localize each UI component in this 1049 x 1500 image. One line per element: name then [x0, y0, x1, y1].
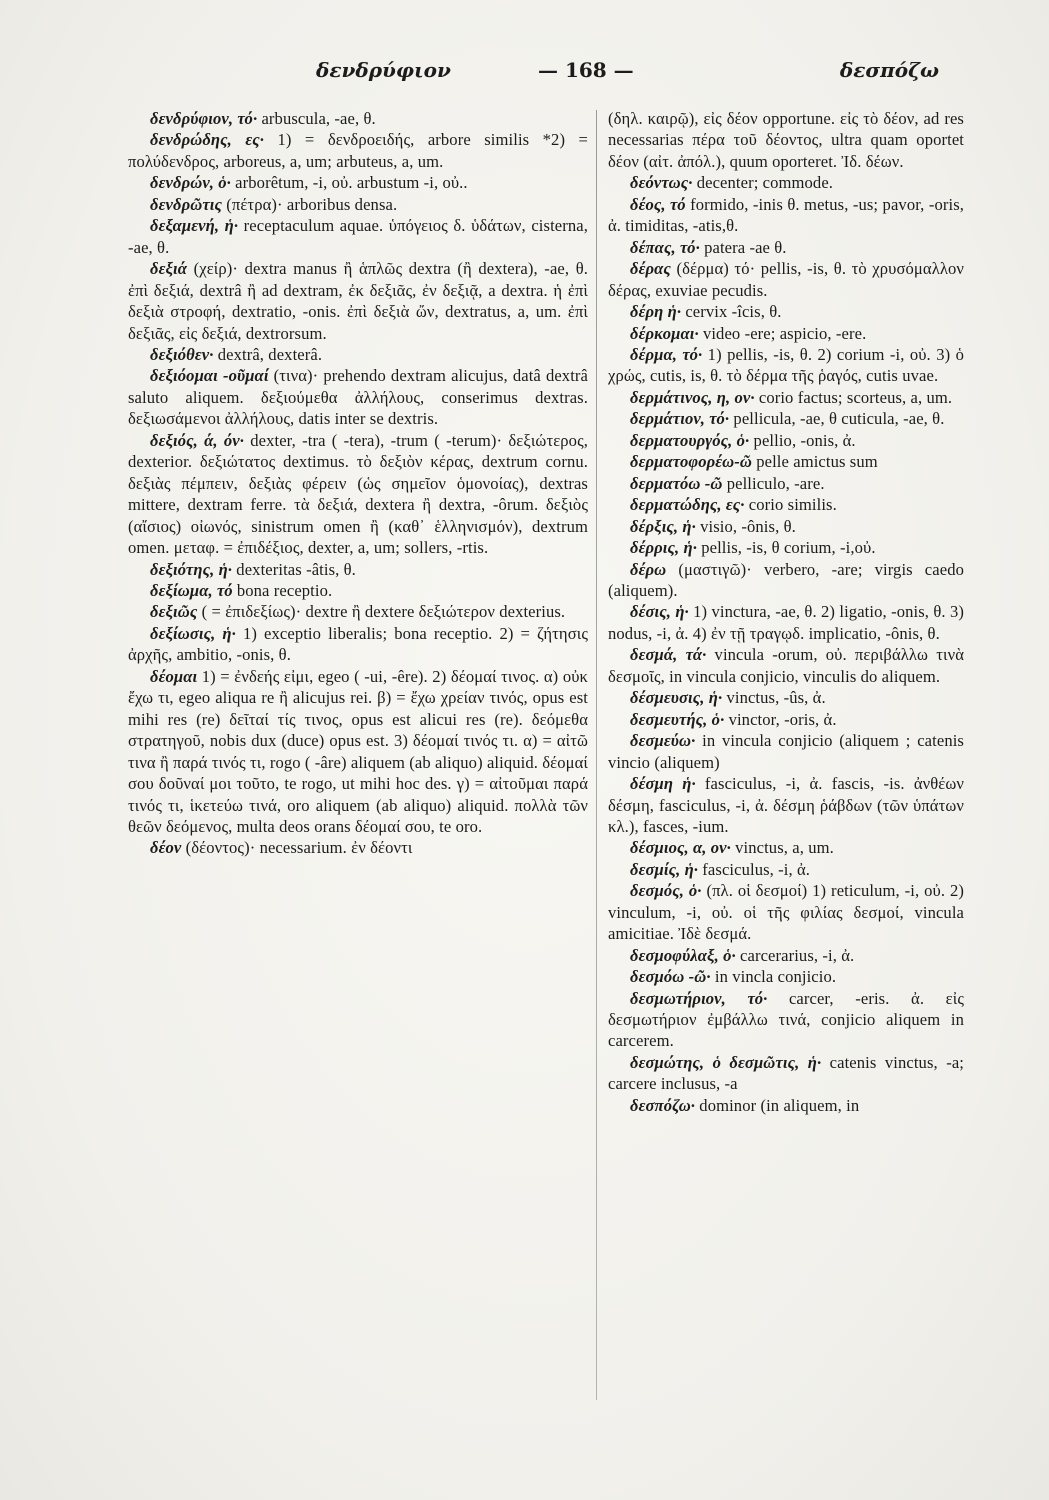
entry-definition: patera -ae θ.	[699, 237, 787, 257]
entry-definition: 1) exceptio liberalis; bona receptio. 2) = ζήτησις ἀρχῆς, ambitio, -onis, θ.	[128, 623, 588, 665]
entry-headword: δεσμωτήριον, τό·	[630, 988, 768, 1008]
entry-definition: arbuscula, -ae, θ.	[257, 109, 376, 128]
entry-headword: δεσμοφύλαξ, ὁ·	[630, 945, 736, 965]
dictionary-entry	[608, 387, 964, 408]
right-column	[608, 108, 964, 1116]
entry-definition: pellis, -is, θ corium, -i,οὐ.	[696, 538, 876, 558]
entry-headword: δέσμη ἡ·	[630, 774, 696, 794]
dictionary-entry	[608, 1095, 964, 1116]
entry-definition: corio similis.	[744, 495, 837, 515]
entry-headword: δεξίωσις, ἡ·	[150, 623, 236, 643]
dictionary-entry	[128, 344, 588, 365]
dictionary-entry	[608, 1052, 964, 1095]
dictionary-entry	[608, 516, 964, 537]
dictionary-entry	[128, 129, 588, 172]
entry-definition: 1) = δενδροειδής, arbore similis *2) = πολύδενδρος, arboreus, a, um; arbuteus, a, um.	[128, 130, 588, 171]
entry-definition: (πλ. οἱ δεσμοί) 1) reticulum, -i, οὐ. 2) vinculum, -i, οὐ. οἱ τῆς φιλίας δεσμοί, vincula amicitiae. Ἰδὲ δεσμά.	[608, 881, 965, 944]
entry-definition: pellio, -onis, ἀ.	[749, 430, 856, 450]
dictionary-entry	[608, 687, 964, 708]
entry-definition: (δηλ. καιρῷ), εἰς δέον opportune. εἰς τὸ δέον, ad res necessarias πέρα τοῦ δέοντος, ultra quam oportet δέον (αἰτ. ἀπόλ.), quum oporteret. Ἰδ. δέων.	[608, 109, 964, 171]
dictionary-entry	[608, 730, 964, 773]
dictionary-entry	[608, 108, 964, 172]
entry-headword: δεσμός, ὁ·	[630, 881, 702, 901]
entry-definition: in vincla conjicio.	[710, 967, 837, 987]
entry-definition: vincula -orum, οὐ. περιβάλλω τινὰ δεσμοῖς, in vincula conjicio, vinculis do aliquem.	[608, 645, 964, 686]
entry-definition: catenis vinctus, -a; carcere inclusus, -a	[608, 1052, 964, 1094]
entry-definition: formido, -inis θ. metus, -us; pavor, -oris, ἀ. timiditas, -atis,θ.	[608, 194, 965, 236]
dictionary-entry	[608, 537, 964, 558]
entry-headword: δέρμα, τό·	[630, 344, 703, 364]
dictionary-entry	[608, 301, 964, 322]
entry-definition: (δέρμα) τό· pellis, -is, θ. τὸ χρυσόμαλλον δέρας, exuviae pecudis.	[608, 259, 964, 300]
entry-headword: δεξιόομαι -οῦμαί	[150, 366, 269, 386]
entry-headword: δέρρις, ἡ·	[630, 538, 697, 558]
entry-headword: δεσμευτής, ὁ·	[630, 709, 725, 729]
entry-headword: δερματόω -ῶ	[630, 473, 723, 493]
dictionary-entry	[128, 837, 588, 858]
entry-headword: δεξιῶς	[150, 602, 198, 622]
dictionary-entry	[608, 988, 964, 1052]
entry-definition: vinctus, -ûs, ἀ.	[722, 688, 826, 708]
dictionary-entry	[608, 408, 964, 429]
entry-headword: δεξιόθεν·	[150, 344, 214, 364]
entry-headword: δερματοφορέω-ῶ	[630, 452, 752, 472]
entry-headword: δέος, τό	[630, 194, 686, 214]
header-left-guide-word: δενδρύφιον	[316, 58, 451, 82]
dictionary-entry	[608, 601, 964, 644]
entry-definition: vinctor, -oris, ἀ.	[724, 709, 837, 729]
dictionary-entry	[608, 194, 964, 237]
entry-headword: δεσπόζω·	[630, 1095, 696, 1115]
entry-headword: δεξιότης, ἡ·	[150, 559, 233, 579]
page-number: — 168 —	[538, 58, 634, 82]
dictionary-entry	[608, 966, 964, 987]
entry-definition: corio factus; scorteus, a, um.	[754, 387, 953, 407]
dictionary-entry	[608, 945, 964, 966]
dictionary-entry	[608, 859, 964, 880]
entry-headword: δενδρών, ὁ·	[150, 173, 231, 193]
entry-definition: bona receptio.	[232, 580, 333, 600]
dictionary-entry	[128, 194, 588, 215]
entry-definition: ( = ἐπιδεξίως)· dextre ἢ dextere δεξιώτερον dexterius.	[197, 602, 566, 622]
entry-headword: δεξαμενή, ἡ·	[150, 216, 239, 236]
dictionary-entry	[608, 494, 964, 515]
entry-headword: δερματουργός, ὁ·	[630, 430, 750, 450]
entry-headword: δερματώδης, ες·	[630, 495, 745, 515]
dictionary-entry	[608, 430, 964, 451]
entry-headword: δερμάτιον, τό·	[630, 409, 730, 429]
entry-definition: arborêtum, -i, οὐ. arbustum -i, οὐ..	[230, 173, 468, 193]
dictionary-entry	[608, 451, 964, 472]
dictionary-entry	[128, 108, 588, 129]
dictionary-entry	[608, 237, 964, 258]
entry-headword: δέρξις, ἡ·	[630, 516, 696, 536]
entry-definition: decenter; commode.	[692, 173, 834, 193]
entry-headword: δεόντως·	[630, 173, 693, 193]
entry-definition: (τινα)· prehendo dextram alicujus, datâ dextrâ saluto aliquem. δεξιούμεθα ἀλλήλους, conserimus dextras. δεξιωσάμενοι ἀλλήλους, datis inter se dextris.	[128, 366, 589, 429]
header-right-guide-word: δεσπόζω	[839, 58, 939, 82]
dictionary-entry	[128, 215, 588, 258]
dictionary-entry	[128, 365, 588, 429]
entry-headword: δεξιά	[150, 259, 188, 279]
entry-headword: δεσμά, τά·	[630, 645, 707, 665]
entry-headword: δεσμώτης, ὁ δεσμῶτις, ἡ·	[630, 1052, 822, 1072]
entry-headword: δέσμευσις, ἡ·	[630, 688, 723, 708]
entry-definition: cervix -îcis, θ.	[681, 302, 782, 322]
dictionary-entry	[608, 473, 964, 494]
entry-headword: δέρω	[630, 559, 667, 579]
dictionary-entry	[608, 773, 964, 837]
entry-headword: δεσμεύω·	[630, 731, 696, 751]
entry-headword: δέσις, ἡ·	[630, 602, 689, 622]
entry-headword: δέσμιος, α, ον·	[630, 838, 731, 858]
entry-definition: dexter, -tra ( -tera), -trum ( -terum)· δεξιώτερος, dexterior. δεξιώτατος dextimus. τὸ δεξιὸν κέρας, dextrum cornu. δεξιὰς πέμπειν, δεξιὰς φέρειν (ὡς σημεῖον ὁμονοίας), dextras mittere, dextram ferre. τὰ δεξιά, dextera ἢ dextra, -ôrum. δεξιὸς (αἴσιος) οἰωνός, sinistrum omen ἢ (καθ᾽ ἑλληνισμόν), dextrum omen. μεταφ. = ἐπιδέξιος, dexter, a, um; sollers, -rtis.	[128, 430, 588, 558]
dictionary-entry	[128, 580, 588, 601]
dictionary-entry	[128, 559, 588, 580]
entry-definition: receptaculum aquae. ὑπόγειος δ. ὑδάτων, cisterna, -ae, θ.	[128, 216, 588, 257]
running-head	[120, 58, 939, 88]
entry-definition: visio, -ônis, θ.	[695, 516, 796, 536]
entry-headword: δενδρῶτις	[150, 194, 222, 214]
dictionary-entry	[128, 258, 588, 344]
entry-headword: δέρκομαι·	[630, 323, 699, 343]
entry-definition: dexteritas -âtis, θ.	[232, 559, 356, 579]
dictionary-entry	[128, 430, 588, 559]
dictionary-entry	[128, 601, 588, 622]
dictionary-entry	[128, 666, 588, 838]
dictionary-entry	[608, 323, 964, 344]
entry-headword: δεξίωμα, τό	[150, 580, 233, 600]
dictionary-entry	[608, 837, 964, 858]
entry-headword: δέρας	[630, 259, 671, 279]
entry-definition: video -ere; aspicio, -ere.	[698, 323, 867, 343]
entry-headword: δέπας, τό·	[630, 237, 700, 257]
entry-definition: dominor (in aliquem, in	[695, 1095, 860, 1115]
entry-definition: (πέτρα)· arboribus densa.	[222, 194, 398, 214]
entry-definition: carcer, -eris. ἀ. εἰς δεσμωτήριον ἐμβάλλω τινά, conjicio aliquem in carcerem.	[608, 988, 964, 1051]
entry-definition: (μαστιγῶ)· verbero, -are; virgis caedo (aliquem).	[608, 559, 964, 600]
entry-definition: pelle amictus sum	[751, 452, 878, 472]
entry-definition: pelliculo, -are.	[722, 473, 825, 493]
entry-headword: δερμάτινος, η, ον·	[630, 387, 755, 407]
entry-definition: (δέοντος)· necessarium. ἐν δέοντι	[181, 838, 413, 858]
left-column	[128, 108, 588, 859]
entry-headword: δεσμίς, ἡ·	[630, 859, 699, 879]
entry-headword: δέον	[150, 838, 182, 858]
entry-definition: (χείρ)· dextra manus ἢ ἁπλῶς dextra (ἢ dextera), -ae, θ. ἐπὶ δεξιά, dextrâ ἢ ad dextram, ἐκ δεξιᾶς, ἐν δεξιᾷ, a dextra. ἡ ἐπὶ δεξιὰ στροφή, dextratio, -onis. ἐπὶ δεξιὰ ὤν, dextratus, a, um. ἐπὶ δεξιᾶς, εἰς δεξιά, dextrorsum.	[128, 259, 588, 343]
entry-definition: fasciculus, -i, ἀ. fascis, -is. ἀνθέων δέσμη, fasciculus, -i, ἀ. δέσμη ῥάβδων (τῶν ὑπάτων κλ.), fasces, -ium.	[608, 774, 964, 836]
dictionary-entry	[128, 623, 588, 666]
entry-headword: δεσμόω -ῶ·	[630, 967, 711, 987]
entry-headword: δενδρύφιον, τό·	[150, 109, 258, 128]
entry-definition: dextrâ, dexterâ.	[213, 344, 323, 364]
dictionary-entry	[608, 172, 964, 193]
entry-headword: δέρη ἡ·	[630, 302, 682, 322]
dictionary-entry	[608, 258, 964, 301]
dictionary-entry	[608, 880, 964, 944]
entry-definition: in vincula conjicio (aliquem ; catenis vincio (aliquem)	[608, 731, 964, 772]
dictionary-entry	[608, 559, 964, 602]
dictionary-entry	[608, 344, 964, 387]
entry-definition: pellicula, -ae, θ cuticula, -ae, θ.	[729, 409, 945, 429]
entry-definition: 1) = ἐνδεής εἰμι, egeo ( -ui, -êre). 2) δέομαί τινος. α) οὐκ ἔχω τι, egeo aliqua re ἢ alicujus rei. β) = ἔχω χρείαν τινός, opus est mihi res (re) δεῖταί τίς τινος, opus est alicui res (re). δεόμεθα στρατηγοῦ, nobis dux (duce) opus est. 3) δέομαί τινός τι. α) = αἰτῶ τινα ἢ παρά τινός τι, rogo ( -âre) aliquem (ab aliquo) aliquid. δέομαί σου δοῦναί μοι τοῦτο, te rogo, ut mihi hoc des. γ) = αἰτοῦμαι παρά τινός τι, ἱκετεύω τινά, oro aliquem (ab aliquo) aliquid. πολλὰ τῶν θεῶν δεόμενος, multa deos orans δέομαί σου, te oro.	[128, 666, 588, 836]
dictionary-entry	[608, 709, 964, 730]
entry-headword: δεξιός, ά, όν·	[150, 430, 245, 450]
entry-definition: carcerarius, -i, ἀ.	[735, 945, 855, 965]
column-divider	[596, 110, 597, 1400]
entry-definition: vinctus, a, um.	[730, 838, 834, 858]
entry-definition: 1) pellis, -is, θ. 2) corium -i, οὐ. 3) ὁ χρώς, cutis, is, θ. τὸ δέρμα τῆς ῥαγός, cutis uvae.	[608, 344, 964, 386]
entry-headword: δέομαι	[150, 666, 198, 686]
entry-headword: δενδρώδης, ες·	[150, 130, 264, 150]
dictionary-entry	[608, 644, 964, 687]
entry-definition: fasciculus, -i, ἀ.	[698, 859, 811, 879]
dictionary-entry	[128, 172, 588, 193]
entry-definition: 1) vinctura, -ae, θ. 2) ligatio, -onis, θ. 3) nodus, -i, ἀ. 4) ἐν τῇ τραγῳδ. implicatio, -ônis, θ.	[608, 602, 965, 643]
